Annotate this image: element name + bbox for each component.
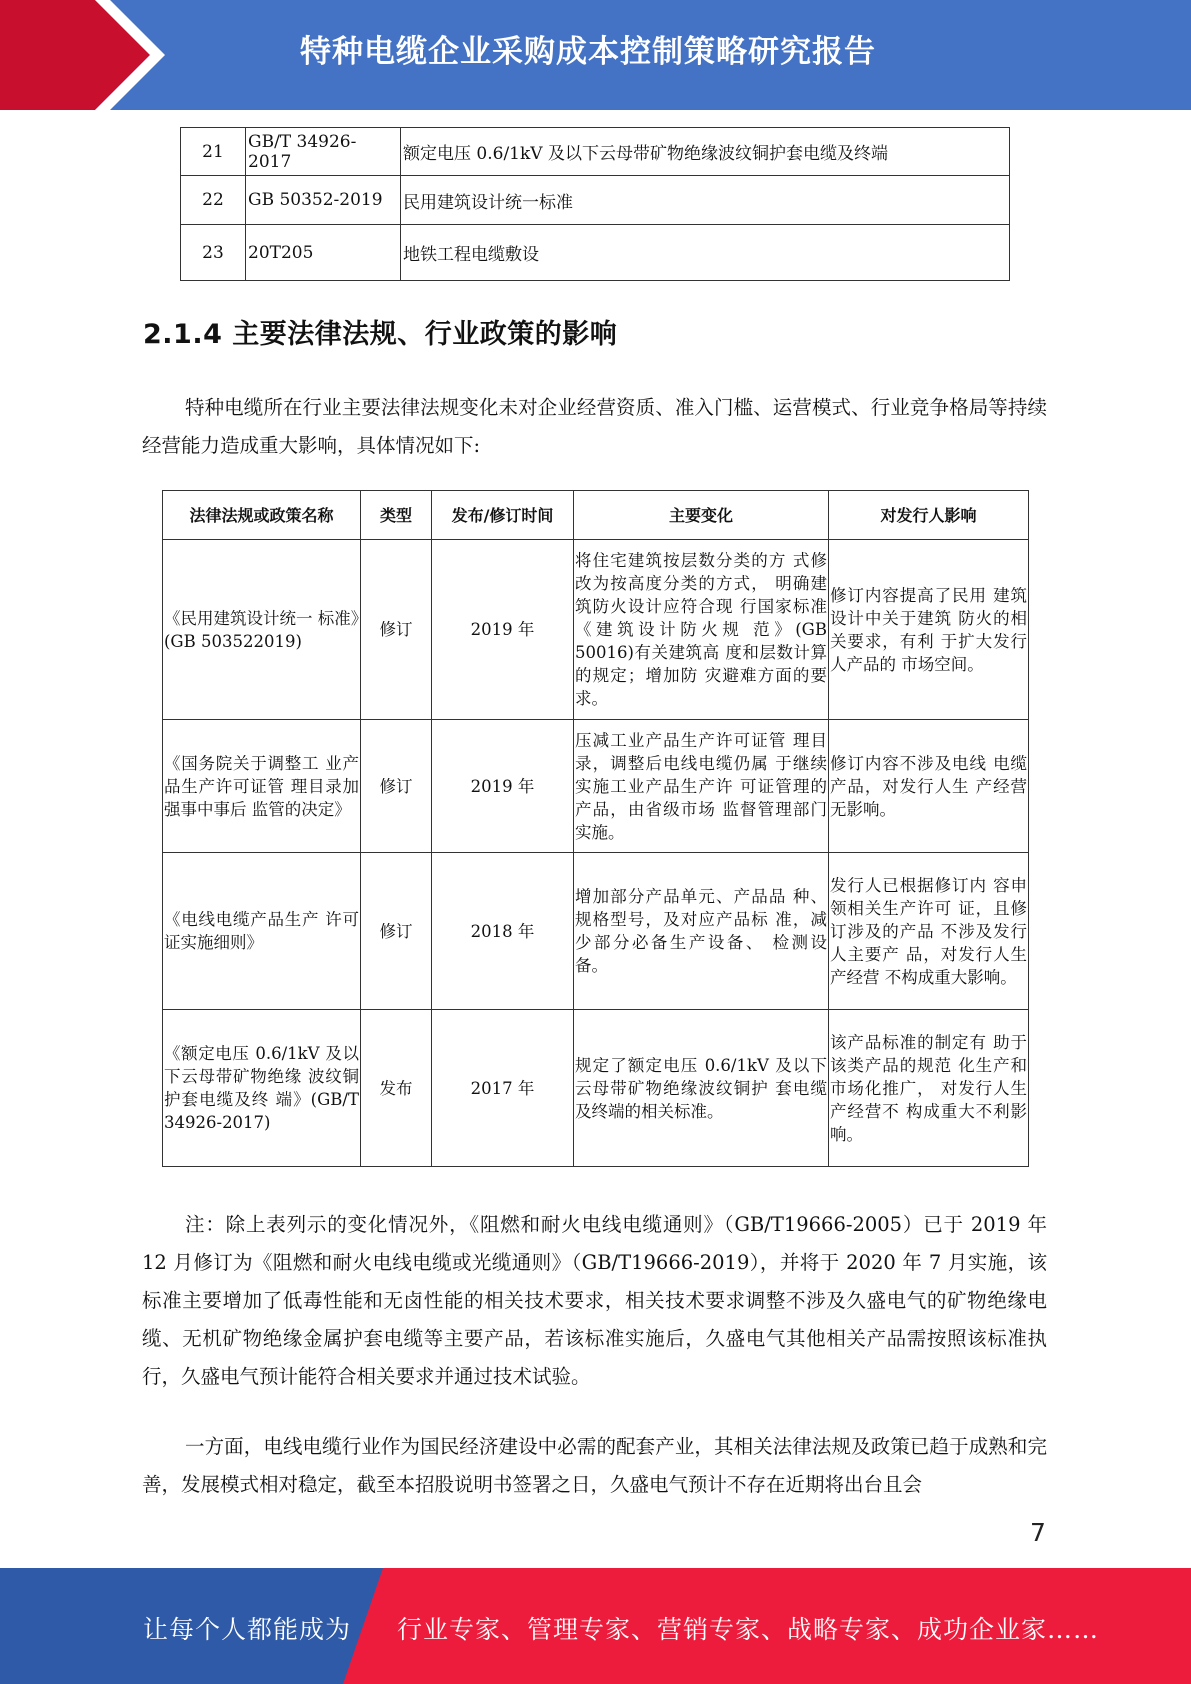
header-title: 特种电缆企业采购成本控制策略研究报告 [300,34,876,70]
header-red-arrow [0,0,150,110]
policy-date: 2019 年 [432,540,574,720]
column-header: 对发行人影响 [829,491,1029,540]
policy-type: 修订 [361,853,432,1010]
standard-name: 地铁工程电缆敷设 [401,225,1010,281]
table-header-row [163,491,1029,540]
column-header: 发布/修订时间 [432,491,574,540]
page-header [0,0,1191,110]
policy-change: 将住宅建筑按层数分类的方 式修改为按高度分类的方式， 明确建筑防火设计应符合现 行国家标准《建筑设计防火规 范》(GB 50016)有关建筑高 度和层数计算的规定；增加防 灾避难方面的要求。 [574,540,829,720]
policy-impact: 该产品标准的制定有 助于该类产品的规范 化生产和市场化推广， 对发行人生产经营不 构成重大不利影响。 [829,1010,1029,1167]
policy-name: 《额定电压 0.6/1kV 及以下云母带矿物绝缘 波纹铜护套电缆及终 端》(GB/T 34926-2017) [163,1010,361,1167]
row-number: 23 [181,225,246,281]
policy-change: 规定了额定电压 0.6/1kV 及以下云母带矿物绝缘波纹铜护 套电缆及终端的相关标准。 [574,1010,829,1167]
standard-code: GB/T 34926-2017 [246,128,401,176]
policy-date: 2018 年 [432,853,574,1010]
policy-name: 《国务院关于调整工 业产品生产许可证管 理目录加强事中事后 监管的决定》 [163,720,361,853]
policy-impact: 修订内容提高了民用 建筑设计中关于建筑 防火的相关要求，有利 于扩大发行人产品的 市场空间。 [829,540,1029,720]
table-row [163,1010,1029,1167]
policy-table [162,490,1029,1167]
table-row [181,176,1010,225]
page-footer [0,1568,1191,1684]
table-row [163,540,1029,720]
row-number: 22 [181,176,246,225]
table-row [163,853,1029,1010]
policy-name: 《民用建筑设计统一 标准》(GB 503522019) [163,540,361,720]
policy-impact: 修订内容不涉及电线 电缆产品，对发行人生 产经营无影响。 [829,720,1029,853]
column-header: 主要变化 [574,491,829,540]
standard-name: 额定电压 0.6/1kV 及以下云母带矿物绝缘波纹铜护套电缆及终端 [401,128,1010,176]
table-row [181,128,1010,176]
table-row [163,720,1029,853]
page-number: 7 [1030,1518,1046,1547]
policy-date: 2017 年 [432,1010,574,1167]
section-title: 2.1.4 主要法律法规、行业政策的影响 [143,319,618,350]
standards-table [180,127,1010,281]
policy-change: 压减工业产品生产许可证管 理目录，调整后电线电缆仍属 于继续实施工业产品生产许 可证管理的产品，由省级市场 监督管理部门实施。 [574,720,829,853]
body-paragraph: 一方面，电线电缆行业作为国民经济建设中必需的配套产业，其相关法律法规及政策已趋于成熟和完善，发展模式相对稳定，截至本招股说明书签署之日，久盛电气预计不存在近期将出台且会 [142,1435,1047,1496]
policy-impact: 发行人已根据修订内 容申领相关生产许可 证，且修订涉及的产品 不涉及发行人主要产 品，对发行人生产经营 不构成重大影响。 [829,853,1029,1010]
standard-code: GB 50352-2019 [246,176,401,225]
column-header: 类型 [361,491,432,540]
note-paragraph: 注：除上表列示的变化情况外，《阻燃和耐火电线电缆通则》（GB/T19666-2005）已于 2019 年 12 月修订为《阻燃和耐火电线电缆或光缆通则》（GB/T19666-2019），并将于 2020 年 7 月实施，该标准主要增加了低毒性能和无卤性能的相关技术要求，相关技术要求调整不涉及久盛电气的矿物绝缘电缆、无机矿物绝缘金属护套电缆等主要产品，若该标准实施后，久盛电气其他相关产品需按照该标准执行，久盛电气预计能符合相关要求并通过技术试验。 [142,1213,1047,1388]
intro-paragraph: 特种电缆所在行业主要法律法规变化未对企业经营资质、准入门槛、运营模式、行业竞争格局等持续经营能力造成重大影响，具体情况如下: [142,396,1047,457]
policy-type: 发布 [361,1010,432,1167]
standard-name: 民用建筑设计统一标准 [401,176,1010,225]
footer-slogan-left: 让每个人都能成为 [143,1615,352,1644]
policy-name: 《电线电缆产品生产 许可证实施细则》 [163,853,361,1010]
footer-slogan-right: 行业专家、管理专家、营销专家、战略专家、成功企业家…… [397,1615,1100,1644]
policy-type: 修订 [361,720,432,853]
column-header: 法律法规或政策名称 [163,491,361,540]
standard-code: 20T205 [246,225,401,281]
policy-date: 2019 年 [432,720,574,853]
policy-change: 增加部分产品单元、产品品 种、规格型号，及对应产品标 准，减少部分必备生产设备、 检测设备。 [574,853,829,1010]
policy-type: 修订 [361,540,432,720]
table-row [181,225,1010,281]
row-number: 21 [181,128,246,176]
